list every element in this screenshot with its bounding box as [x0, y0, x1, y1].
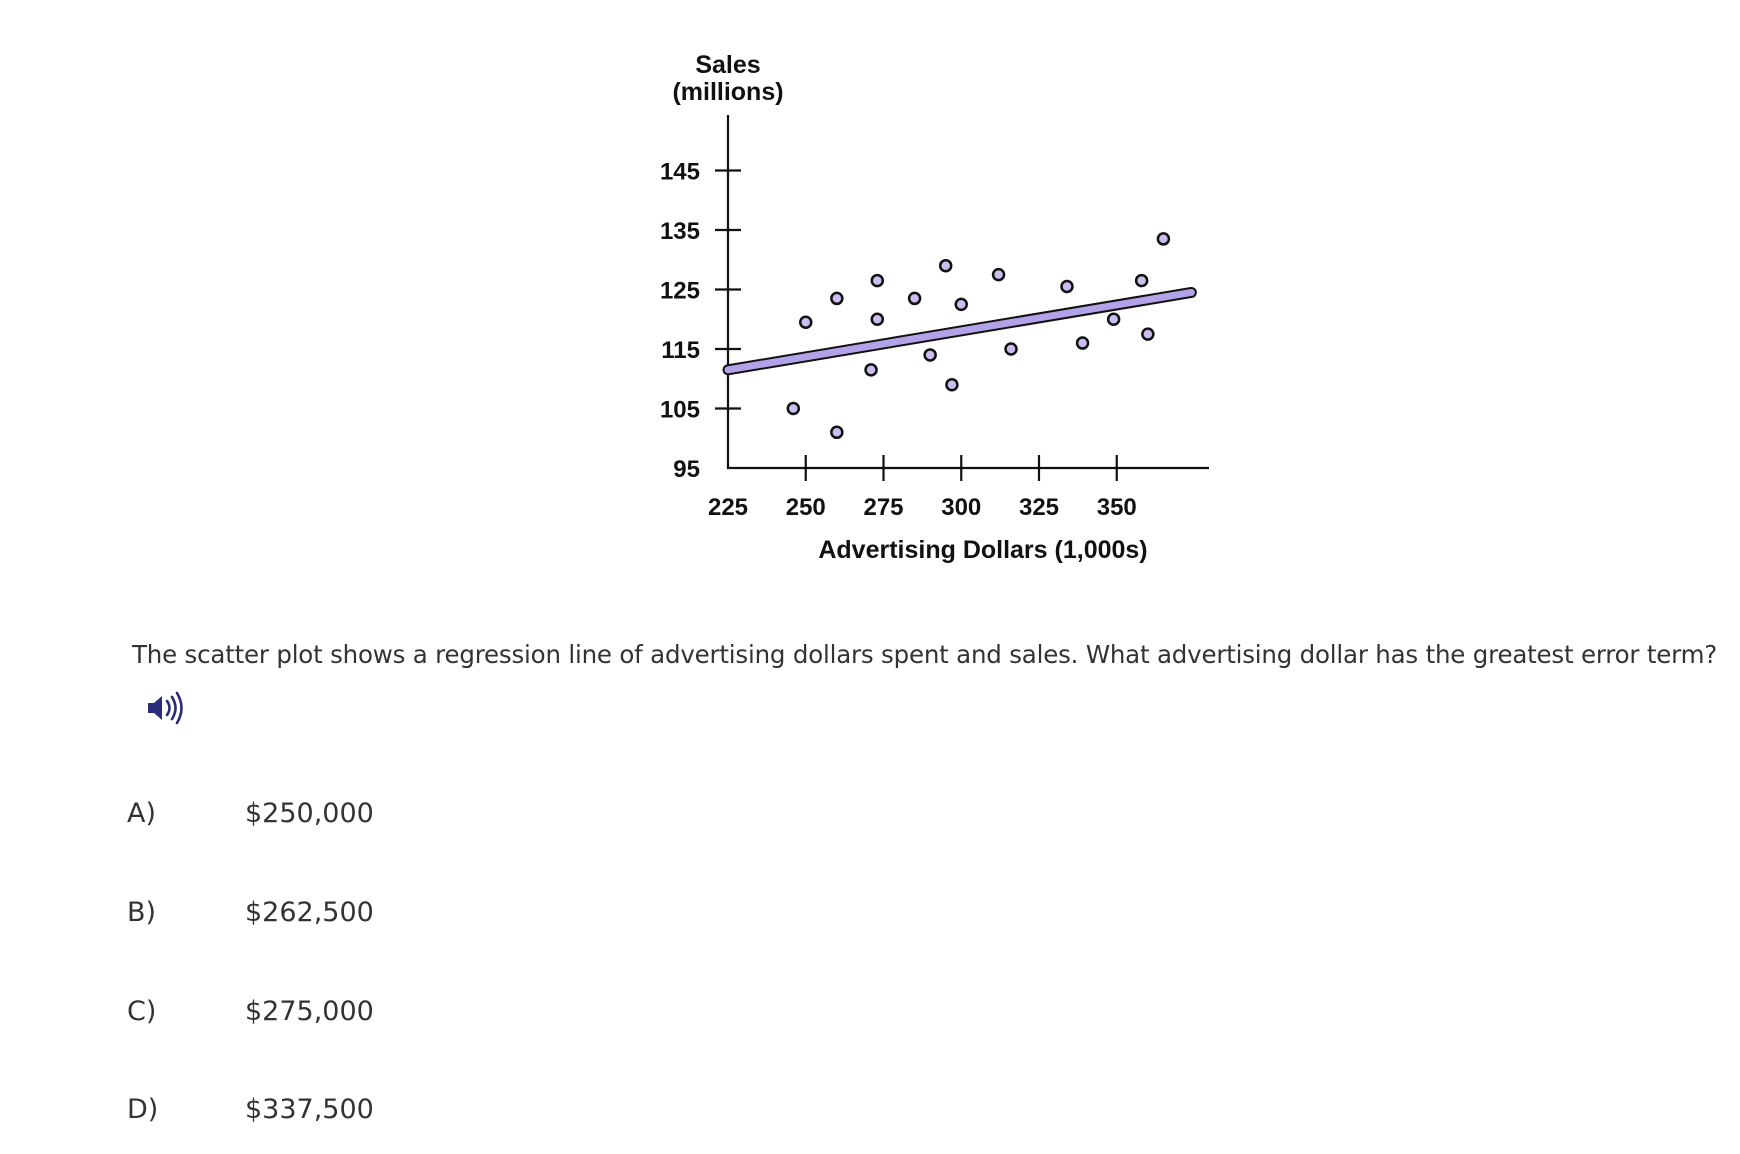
- data-point: [956, 299, 967, 310]
- y-tick-label: 145: [659, 158, 700, 186]
- x-tick-label: 325: [1018, 494, 1060, 521]
- question-text: The scatter plot shows a regression line of advertising dollars spent and sales. What advertising dollar has the greatest error term?: [132, 640, 1718, 669]
- data-point: [831, 427, 842, 438]
- data-point: [940, 260, 951, 271]
- x-tick-label: 225: [707, 494, 749, 521]
- data-point: [1136, 275, 1147, 286]
- choice-value: $275,000: [245, 996, 374, 1027]
- choice-letter: B): [127, 897, 157, 928]
- choice-value: $250,000: [245, 798, 374, 829]
- data-point: [1006, 344, 1017, 355]
- y-tick-label: 125: [659, 277, 700, 305]
- y-axis-title-line-1: Sales: [695, 51, 761, 79]
- data-point: [946, 379, 957, 390]
- choice-value: $262,500: [245, 897, 374, 928]
- x-axis-title: Advertising Dollars (1,000s): [818, 536, 1148, 564]
- y-axis-title-line-2: (millions): [672, 78, 784, 106]
- y-tick-label: 115: [661, 337, 700, 364]
- x-tick-label: 250: [785, 494, 826, 521]
- data-point: [831, 293, 842, 304]
- data-point: [800, 317, 811, 328]
- data-point: [993, 269, 1004, 280]
- x-tick-label: 300: [941, 494, 982, 521]
- data-point: [925, 349, 936, 360]
- data-point: [909, 293, 920, 304]
- x-tick-label: 350: [1096, 494, 1137, 521]
- data-point: [866, 364, 877, 375]
- x-tick-label: 275: [863, 494, 904, 521]
- data-point: [788, 403, 799, 414]
- data-point: [1158, 233, 1169, 244]
- y-tick-label: 95: [673, 456, 700, 483]
- speaker-icon[interactable]: [146, 688, 192, 728]
- choice-letter: D): [127, 1094, 159, 1125]
- data-point: [872, 275, 883, 286]
- choice-value: $337,500: [245, 1094, 374, 1125]
- choice-letter: A): [127, 798, 157, 829]
- choice-letter: C): [127, 996, 157, 1027]
- y-tick-label: 105: [659, 396, 700, 424]
- data-point: [872, 314, 883, 325]
- data-point: [1142, 329, 1153, 340]
- data-points: [788, 233, 1169, 437]
- data-point: [1108, 314, 1119, 325]
- data-point: [1077, 338, 1088, 349]
- x-ticks: [708, 455, 1137, 521]
- data-point: [1061, 281, 1072, 292]
- y-tick-label: 135: [659, 218, 700, 245]
